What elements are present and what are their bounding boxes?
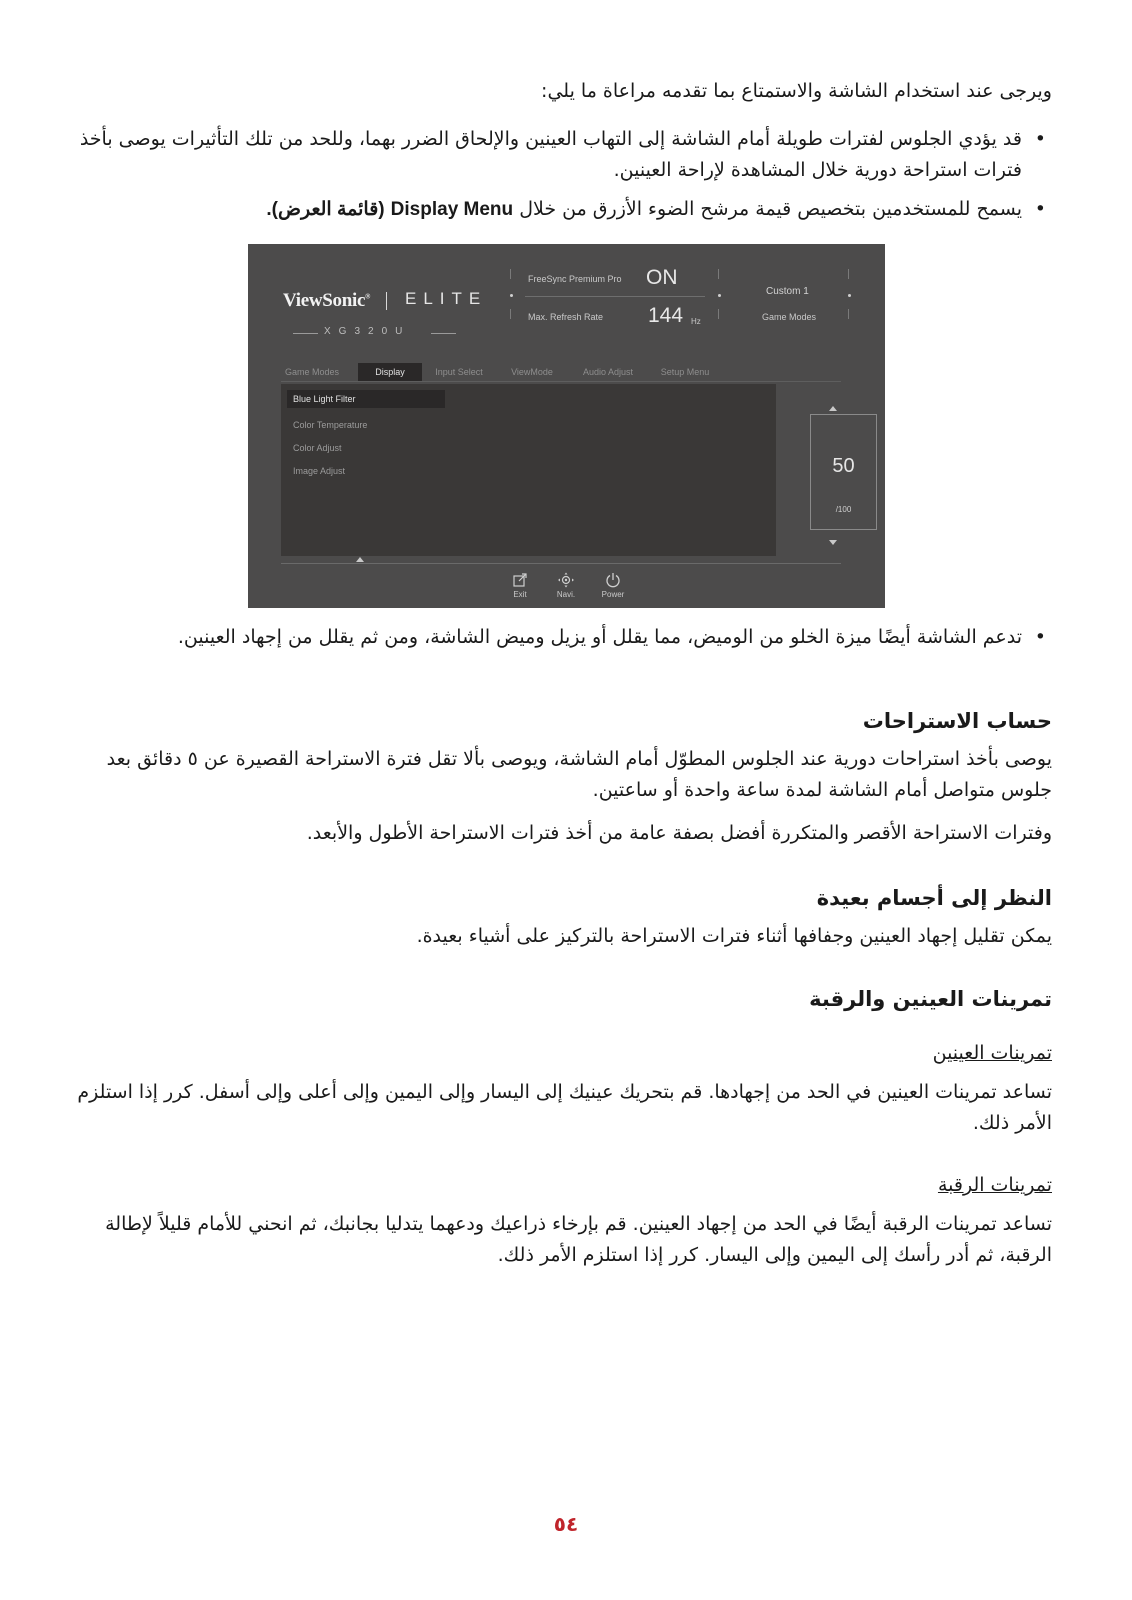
- freesync-value: ON: [646, 266, 678, 289]
- value-box: [810, 414, 877, 530]
- divider-dot: [510, 294, 513, 297]
- breaks-paragraph: يوصى بأخذ استراحات دورية عند الجلوس المطوّل أمام الشاشة، ويوصى بألا تقل فترة الاستراحة القصيرة عن ٥ دقائق بعد جلوس متواصل أمام الشاشة لمدة ساعة واحدة أو ساعتين.: [106, 748, 1052, 801]
- divider-dot: [848, 294, 851, 297]
- tab-underline: [281, 381, 841, 382]
- navigation-icon: [557, 572, 575, 588]
- page-number: ٥٤: [553, 1512, 579, 1536]
- slider-max: /100: [835, 505, 852, 514]
- osd-tabs: [281, 363, 841, 381]
- menu-image-adjust[interactable]: Image Adjust: [293, 466, 346, 476]
- tab-input-select[interactable]: Input Select: [435, 367, 483, 377]
- eye-exercise-paragraph: تساعد تمرينات العينين في الحد من إجهادها. قم بتحريك عينيك إلى اليسار وإلى اليمين وإلى أعلى وإلى أسفل. كرر إذا استلزم الأمر ذلك.: [77, 1081, 1052, 1134]
- divider: [848, 309, 849, 319]
- elite-logo: ELITE: [405, 289, 488, 308]
- divider: [718, 269, 719, 279]
- divider: [848, 269, 849, 279]
- intro-text: ويرجى عند استخدام الشاشة والاستمتاع بما تقدمه مراعاة ما يلي:: [541, 80, 1052, 102]
- osd-screenshot: [248, 244, 885, 608]
- section-title-exercises: تمرينات العينين والرقبة: [809, 987, 1052, 1011]
- neck-exercise-subtitle: تمرينات الرقبة: [937, 1174, 1052, 1196]
- game-mode-value: Custom 1: [766, 286, 809, 297]
- exit-button[interactable]: Exit: [500, 572, 540, 599]
- menu-color-temperature[interactable]: Color Temperature: [293, 420, 368, 430]
- freesync-label: FreeSync Premium Pro: [528, 274, 622, 284]
- tab-viewmode[interactable]: ViewMode: [511, 367, 553, 377]
- menu-blue-light-filter[interactable]: Blue Light Filter: [287, 390, 445, 408]
- divider: [718, 309, 719, 319]
- up-arrow-icon[interactable]: [829, 406, 837, 411]
- exit-icon: [512, 572, 528, 588]
- bullet-item: • يسمح للمستخدمين بتخصيص قيمة مرشح الضوء الأزرق من خلال Display Menu (قائمة العرض).: [266, 198, 1046, 220]
- tab-display[interactable]: Display: [358, 363, 422, 381]
- osd-menu-panel: [281, 384, 776, 556]
- bullet-item: • قد يؤدي الجلوس لفترات طويلة أمام الشاشة إلى التهاب العينين والإلحاق الضرر بهما، وللحد من تلك التأثيرات يوصى بأخذ فترات استراحة دورية خلال المشاهدة لإراحة العينين.: [79, 128, 1046, 181]
- slider-value: 50: [832, 455, 855, 477]
- refresh-rate-unit: Hz: [691, 317, 701, 326]
- display-menu-term: Display Menu: [390, 199, 514, 220]
- bullet-item: • تدعم الشاشة أيضًا ميزة الخلو من الوميض، مما يقلل أو يزيل وميض الشاشة، ومن ثم يقلل من إجهاد العينين.: [177, 626, 1046, 648]
- menu-color-adjust[interactable]: Color Adjust: [293, 443, 342, 453]
- tab-audio-adjust[interactable]: Audio Adjust: [582, 367, 634, 377]
- section-title-distance: النظر إلى أجسام بعيدة: [816, 886, 1052, 910]
- model-line: [431, 333, 456, 334]
- navi-button[interactable]: Navi.: [546, 572, 586, 599]
- section-title-breaks: حساب الاستراحات: [862, 709, 1052, 733]
- game-mode-label: Game Modes: [762, 312, 817, 322]
- bullet-list: [77, 124, 1052, 225]
- scroll-up-arrow-icon[interactable]: [356, 557, 364, 562]
- down-arrow-icon[interactable]: [829, 540, 837, 545]
- power-icon: [605, 572, 621, 588]
- breaks-paragraph: وفترات الاستراحة الأقصر والمتكررة أفضل بصفة عامة من أخذ فترات الاستراحة الأطول والأبعد.: [306, 822, 1052, 844]
- bullet-list: [77, 622, 1052, 653]
- distance-paragraph: يمكن تقليل إجهاد العينين وجفافها أثناء فترات الاستراحة بالتركيز على أشياء بعيدة.: [416, 925, 1052, 947]
- neck-exercise-paragraph: تساعد تمرينات الرقبة أيضًا في الحد من إجهاد العينين. قم بإرخاء ذراعيك ودعهما يتدليا بجانبك، ثم انحني للأمام قليلاً لإطالة الرقبة، ثم أدر رأسك إلى اليمين وإلى اليسار. كرر إذا استلزم الأمر ذلك.: [105, 1213, 1052, 1266]
- model-name: XG320U: [324, 326, 411, 337]
- logo-separator: [386, 292, 387, 310]
- power-button[interactable]: Power: [593, 572, 633, 599]
- divider-dot: [718, 294, 721, 297]
- bottom-divider: [281, 563, 841, 564]
- viewsonic-logo: ViewSonic®: [283, 290, 371, 311]
- divider: [510, 269, 511, 279]
- refresh-rate-label: Max. Refresh Rate: [528, 312, 604, 322]
- refresh-rate-value: 144: [648, 304, 684, 327]
- eye-exercise-subtitle: تمرينات العينين: [932, 1042, 1052, 1064]
- tab-game-modes[interactable]: Game Modes: [284, 367, 340, 377]
- divider: [510, 309, 511, 319]
- tab-setup-menu[interactable]: Setup Menu: [660, 367, 710, 377]
- model-line: [293, 333, 318, 334]
- divider-line: [525, 296, 705, 297]
